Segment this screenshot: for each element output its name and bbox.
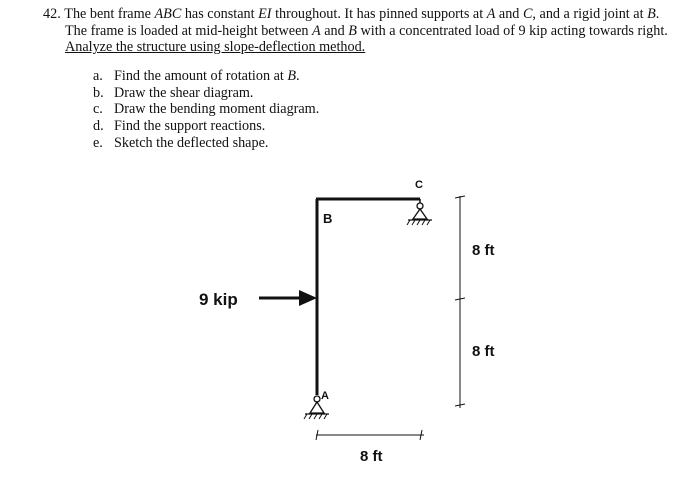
- text-run: B: [348, 22, 357, 39]
- dimension-upper-height: 8 ft: [472, 242, 495, 259]
- text-run: and: [495, 6, 523, 22]
- text-run: The bent frame: [64, 6, 155, 22]
- horizontal-dimension-line: [316, 430, 424, 440]
- text-run: with a concentrated load of 9 kip acting towards: [356, 22, 634, 39]
- text-run: has constant: [181, 6, 259, 22]
- text-run: B: [287, 67, 297, 84]
- pin-support-c-icon: [407, 199, 432, 225]
- text-run: . The frame is loaded at mid-height between: [65, 6, 660, 39]
- load-label: 9 kip: [199, 290, 238, 309]
- dimension-span: 8 ft: [360, 448, 383, 465]
- text-run: Find the support reactions.: [114, 118, 266, 135]
- label-b: B: [323, 211, 333, 226]
- subquestion-letter: b.: [93, 84, 104, 101]
- text-run: .: [296, 67, 300, 84]
- text-run: Draw the bending moment diagram.: [114, 101, 320, 118]
- text-run: C: [522, 6, 533, 22]
- label-c: C: [415, 179, 423, 191]
- text-run: Find the amount of rotation at: [114, 67, 288, 84]
- dimension-lower-height: 8 ft: [472, 343, 495, 360]
- text-run: A: [312, 22, 321, 39]
- text-run: and: [320, 22, 349, 39]
- label-a: A: [321, 390, 329, 402]
- subquestion-letter: c.: [93, 101, 103, 118]
- subquestion-letter: d.: [93, 118, 104, 135]
- subquestion-letter: e.: [93, 134, 103, 151]
- text-run: throughout. It has pinned supports at: [271, 6, 487, 22]
- text-run: right.: [637, 22, 668, 39]
- text-run: , and a rigid joint at: [532, 6, 644, 22]
- text-run: Analyze the structure using slope-deflection method.: [65, 39, 366, 56]
- problem-number: 42.: [43, 6, 61, 22]
- subquestion-letter: a.: [93, 67, 103, 84]
- text-run: EI: [258, 6, 272, 22]
- text-run: ABC: [154, 6, 182, 22]
- load-arrow-icon: [259, 290, 317, 306]
- text-run: B: [647, 6, 656, 22]
- vertical-dimension-line: [455, 196, 465, 408]
- text-run: Sketch the deflected shape.: [114, 134, 269, 151]
- text-run: Draw the shear diagram.: [114, 84, 254, 101]
- text-run: A: [486, 6, 496, 22]
